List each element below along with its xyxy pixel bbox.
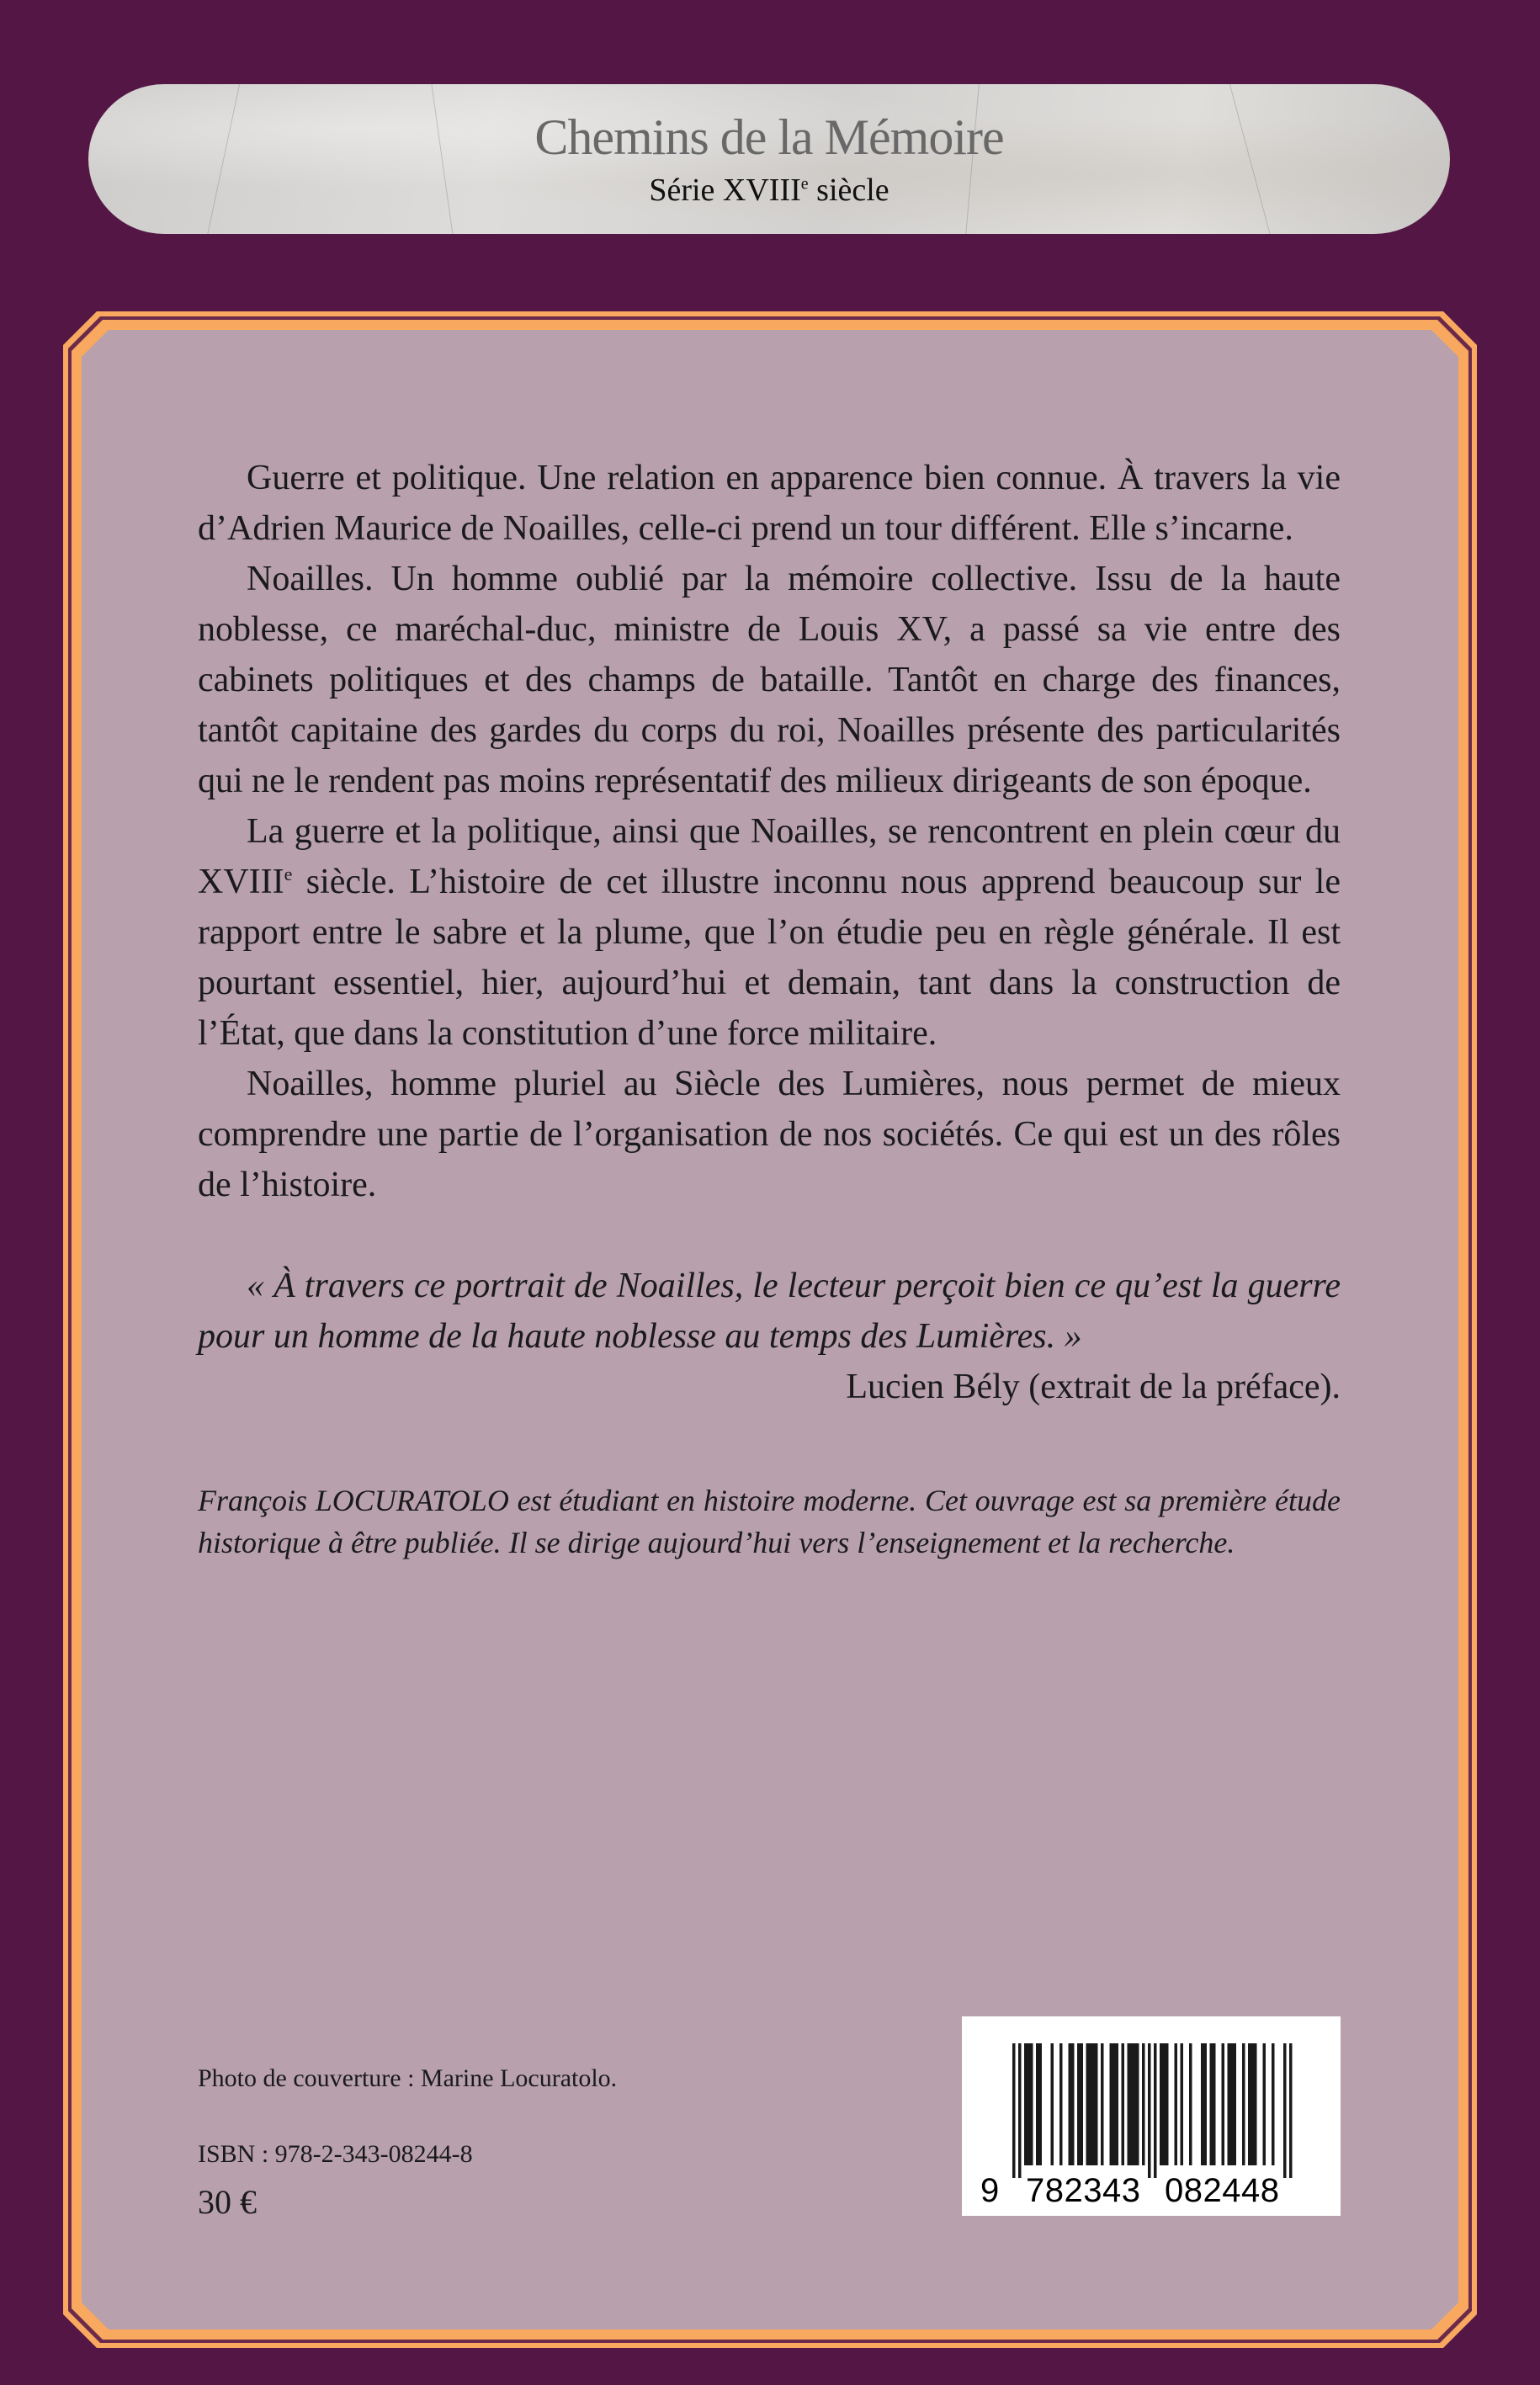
barcode-bar	[1039, 2043, 1043, 2165]
barcode-bar	[1189, 2043, 1192, 2165]
barcode-bar	[1242, 2043, 1245, 2165]
barcode-bar	[1248, 2043, 1251, 2165]
barcode-bar	[1024, 2043, 1028, 2165]
price: 30 €	[198, 2183, 257, 2221]
blurb-paragraph: Noailles, homme pluriel au Siècle des Lumières, nous permet de mieux comprendre une partie de l’organisation de nos sociétés. Ce qui est un des rôles de l’histoire.	[198, 1065, 1341, 1204]
barcode-bar	[1071, 2043, 1075, 2165]
barcode-bar	[1228, 2043, 1231, 2165]
barcode-bar	[1254, 2043, 1257, 2165]
barcode-bar	[1175, 2043, 1178, 2165]
barcode-bar	[1059, 2043, 1063, 2165]
barcode-bar	[1251, 2043, 1255, 2165]
barcode-digits-left: 782343	[1026, 2172, 1140, 2209]
barcode-bar	[1095, 2043, 1098, 2165]
series-title: Chemins de la Mémoire	[534, 109, 1004, 165]
barcode-bar	[1142, 2043, 1145, 2165]
barcode-bar	[1113, 2043, 1116, 2165]
barcode-graphic	[962, 2016, 1341, 2216]
barcode-digits-right: 082448	[1165, 2172, 1279, 2209]
barcode-digit-first: 9	[980, 2172, 1000, 2209]
barcode-bar	[1283, 2043, 1287, 2178]
barcode-bar	[1134, 2043, 1137, 2165]
preface-quote: « À travers ce portrait de Noailles, le lecteur perçoit bien ce qu’est la guerre pour un homme de la haute noblesse au temps des Lumières. »	[198, 1267, 1341, 1356]
blurb-paragraph: Guerre et politique. Une relation en apparence bien connue. À travers la vie d’Adrien Maurice de Noailles, celle-ci prend un tour différent. Elle s’incarne.	[198, 459, 1341, 548]
series-banner	[88, 84, 1450, 234]
barcode-bar	[1204, 2043, 1208, 2165]
barcode-bar	[1089, 2043, 1092, 2165]
barcode-bar	[1122, 2043, 1125, 2165]
barcode-bar	[1289, 2043, 1293, 2178]
barcode-bar	[1234, 2043, 1237, 2165]
barcode-bar	[1210, 2043, 1213, 2165]
barcode-bar	[1201, 2043, 1204, 2165]
barcode-bar	[1181, 2043, 1184, 2165]
barcode-bar	[1230, 2043, 1234, 2165]
barcode-bar	[1018, 2043, 1022, 2178]
isbn-barcode	[962, 2016, 1341, 2216]
barcode-bar	[1263, 2043, 1267, 2165]
barcode-bar	[1130, 2043, 1134, 2165]
barcode-bar	[1128, 2043, 1131, 2165]
barcode-bar	[1154, 2043, 1157, 2178]
barcode-bar	[1213, 2043, 1216, 2165]
barcode-bar	[1101, 2043, 1104, 2165]
barcode-bar	[1166, 2043, 1169, 2165]
text-column	[198, 453, 1341, 1564]
barcode-bar	[1069, 2043, 1072, 2165]
barcode-bar	[1272, 2043, 1275, 2165]
barcode-bar	[1086, 2043, 1090, 2165]
barcode-bar	[1116, 2043, 1119, 2165]
barcode-bar	[1092, 2043, 1096, 2165]
barcode-bar	[1222, 2043, 1225, 2165]
quote-attribution: Lucien Bély (extrait de la préface).	[846, 1368, 1341, 1406]
barcode-bar	[1136, 2043, 1139, 2165]
author-bio: François LOCURATOLO est étudiant en histoire moderne. Cet ouvrage est sa première étude historique à être publiée. Il se dirige aujourd’hui vers l’enseignement et la recherche.	[198, 1484, 1341, 1559]
barcode-bar	[1110, 2043, 1113, 2165]
photo-credit: Photo de couverture : Marine Locuratolo.	[198, 2064, 618, 2092]
barcode-bar	[1030, 2043, 1033, 2165]
series-subtitle: Série XVIIIe siècle	[649, 173, 889, 208]
barcode-bar	[1163, 2043, 1166, 2165]
blurb-paragraph: La guerre et la politique, ainsi que Noailles, se rencontrent en plein cœur du XVIIIe siècle. L’histoire de cet illustre inconnu nous apprend beaucoup sur le rapport entre le sabre et la plume, que l’on étudie peu en règle générale. Il est pourtant essentiel, hier, aujourd’hui et demain, tant dans la construction de l’État, que dans la constitution d’une force militaire.	[198, 812, 1341, 1053]
blurb	[198, 453, 1341, 1210]
isbn: ISBN : 978-2-343-08244-8	[198, 2140, 473, 2168]
barcode-bar	[1077, 2043, 1081, 2165]
barcode-bar	[1160, 2043, 1163, 2165]
barcode-bar	[1028, 2043, 1031, 2165]
barcode-bar	[1148, 2043, 1151, 2178]
barcode-bar	[1051, 2043, 1054, 2165]
barcode-bar	[1012, 2043, 1016, 2178]
blurb-paragraph: Noailles. Un homme oublié par la mémoire collective. Issu de la haute noblesse, ce maréchal-duc, ministre de Louis XV, a passé sa vie entre des cabinets politiques et des champs de bataille. Tantôt en charge des finances, tantôt capitaine des gardes du corps du roi, Noailles présente des particularités qui ne le rendent pas moins représentatif des milieux dirigeants de son époque.	[198, 560, 1341, 800]
barcode-bar	[1081, 2043, 1084, 2165]
barcode-bar	[1036, 2043, 1039, 2165]
